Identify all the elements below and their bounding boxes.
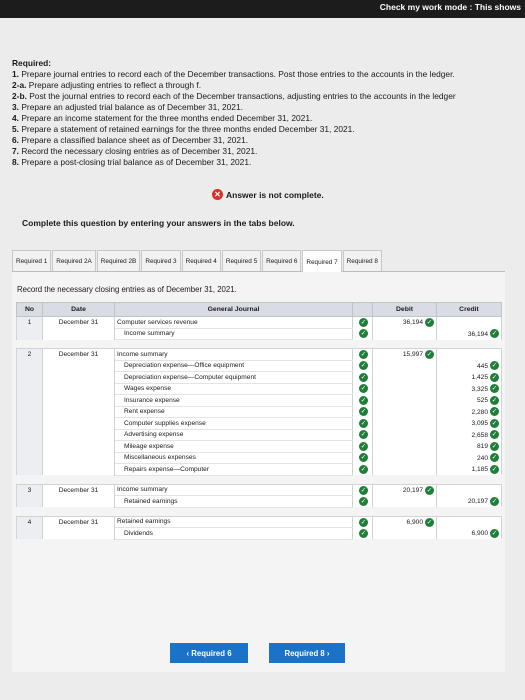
debit-cell[interactable] bbox=[373, 429, 437, 441]
credit-value: 3,095 bbox=[471, 420, 488, 427]
requirement-item bbox=[12, 80, 525, 91]
chevron-right-icon: › bbox=[324, 648, 330, 658]
status-cell bbox=[353, 464, 373, 476]
entry-date[interactable] bbox=[43, 383, 115, 395]
credit-cell[interactable] bbox=[437, 406, 502, 418]
debit-cell[interactable] bbox=[373, 496, 437, 508]
top-bar bbox=[0, 0, 525, 18]
table-row bbox=[17, 372, 502, 384]
entry-date[interactable]: December 31 bbox=[43, 317, 115, 329]
debit-cell[interactable] bbox=[373, 464, 437, 476]
debit-cell[interactable] bbox=[373, 452, 437, 464]
entry-number bbox=[17, 383, 43, 395]
next-tab-label: Required 8 bbox=[284, 648, 325, 658]
entry-spacer bbox=[17, 507, 502, 516]
requirement-text: Prepare an adjusted trial balance as of December 31, 2021. bbox=[21, 102, 243, 112]
table-row bbox=[17, 383, 502, 395]
table-row bbox=[17, 429, 502, 441]
status-cell bbox=[353, 406, 373, 418]
table-row bbox=[17, 528, 502, 540]
x-circle-icon: ✕ bbox=[212, 189, 223, 200]
requirement-item bbox=[12, 124, 525, 135]
debit-cell[interactable] bbox=[373, 395, 437, 407]
requirement-number: 2-a. bbox=[12, 80, 27, 90]
requirement-text: Record the necessary closing entries as of December 31, 2021. bbox=[21, 146, 258, 156]
table-row bbox=[17, 406, 502, 418]
debit-cell[interactable] bbox=[373, 349, 437, 361]
entry-date[interactable]: December 31 bbox=[43, 484, 115, 496]
entry-date[interactable] bbox=[43, 496, 115, 508]
check-circle-icon: ✓ bbox=[491, 497, 498, 505]
credit-value: 6,900 bbox=[471, 530, 488, 537]
table-row bbox=[17, 484, 502, 496]
credit-value: 1,425 bbox=[471, 374, 488, 381]
entry-number bbox=[17, 372, 43, 384]
table-row bbox=[17, 441, 502, 453]
entry-number bbox=[17, 406, 43, 418]
panel-prompt: Record the necessary closing entries as of December 31, 2021. bbox=[17, 285, 237, 294]
credit-cell[interactable] bbox=[437, 452, 502, 464]
tab-required-2a[interactable]: Required 2A bbox=[52, 250, 96, 271]
check-circle-icon: ✓ bbox=[491, 330, 498, 338]
requirement-number: 1. bbox=[12, 69, 19, 79]
debit-cell[interactable] bbox=[373, 317, 437, 329]
entry-date[interactable] bbox=[43, 528, 115, 540]
requirement-text: Prepare adjusting entries to reflect a through f. bbox=[28, 80, 202, 90]
check-circle-icon: ✓ bbox=[426, 518, 433, 526]
requirement-number: 4. bbox=[12, 113, 19, 123]
account-cell[interactable]: Repairs expense—Computer bbox=[115, 464, 353, 476]
check-circle-icon: ✓ bbox=[491, 419, 498, 427]
requirements-heading: Required: bbox=[12, 58, 52, 68]
requirement-text: Prepare a classified balance sheet as of December 31, 2021. bbox=[21, 135, 249, 145]
tab-required-3[interactable]: Required 3 bbox=[141, 250, 180, 271]
account-cell[interactable]: Income summary bbox=[115, 484, 353, 496]
credit-cell[interactable] bbox=[437, 429, 502, 441]
entry-date[interactable] bbox=[43, 418, 115, 430]
debit-cell[interactable] bbox=[373, 418, 437, 430]
entry-number bbox=[17, 429, 43, 441]
entry-date[interactable] bbox=[43, 452, 115, 464]
chevron-left-icon: ‹ bbox=[186, 648, 192, 658]
col-debit: Debit bbox=[373, 303, 437, 317]
table-row bbox=[17, 516, 502, 528]
requirement-number: 3. bbox=[12, 102, 19, 112]
check-circle-icon: ✓ bbox=[360, 454, 367, 462]
entry-date[interactable] bbox=[43, 360, 115, 372]
entry-date[interactable] bbox=[43, 441, 115, 453]
account-cell[interactable]: Income summary bbox=[115, 349, 353, 361]
debit-cell[interactable] bbox=[373, 383, 437, 395]
check-circle-icon: ✓ bbox=[491, 442, 498, 450]
credit-value: 445 bbox=[476, 362, 488, 370]
check-circle-icon: ✓ bbox=[360, 351, 367, 358]
prev-tab-button[interactable] bbox=[170, 643, 248, 663]
table-row bbox=[17, 328, 502, 340]
entry-spacer bbox=[17, 340, 502, 349]
col-status bbox=[353, 303, 373, 317]
check-circle-icon: ✓ bbox=[360, 419, 367, 427]
credit-cell[interactable] bbox=[437, 383, 502, 395]
requirements-list bbox=[12, 58, 525, 168]
entry-date[interactable] bbox=[43, 429, 115, 441]
entry-number bbox=[17, 452, 43, 464]
credit-cell[interactable] bbox=[437, 528, 502, 540]
debit-cell[interactable] bbox=[373, 441, 437, 453]
account-cell[interactable]: Mileage expense bbox=[115, 441, 353, 453]
credit-value: 1,185 bbox=[471, 466, 488, 473]
requirement-item bbox=[12, 146, 525, 157]
entry-number bbox=[17, 441, 43, 453]
status-cell bbox=[353, 484, 373, 496]
check-circle-icon: ✓ bbox=[360, 385, 367, 393]
account-cell[interactable]: Wages expense bbox=[115, 383, 353, 395]
status-cell bbox=[353, 372, 373, 384]
check-circle-icon: ✓ bbox=[426, 351, 433, 358]
table-row bbox=[17, 349, 502, 361]
requirement-item bbox=[12, 102, 525, 113]
credit-value: 2,658 bbox=[471, 431, 488, 439]
tab-required-7[interactable]: Required 7 bbox=[302, 250, 341, 273]
debit-value: 20,197 bbox=[402, 486, 423, 494]
debit-cell[interactable] bbox=[373, 516, 437, 528]
instruction-text: Complete this question by entering your answers in the tabs below. bbox=[22, 218, 295, 228]
check-circle-icon: ✓ bbox=[491, 454, 498, 462]
credit-value: 20,197 bbox=[467, 498, 488, 505]
requirement-item bbox=[12, 157, 525, 168]
requirement-text: Prepare an income statement for the three months ended December 31, 2021. bbox=[21, 113, 313, 123]
check-circle-icon: ✓ bbox=[360, 497, 367, 505]
tab-required-6[interactable]: Required 6 bbox=[262, 250, 301, 271]
check-circle-icon: ✓ bbox=[360, 408, 367, 416]
credit-cell[interactable] bbox=[437, 496, 502, 508]
requirement-item bbox=[12, 113, 525, 124]
check-circle-icon: ✓ bbox=[360, 319, 367, 326]
check-circle-icon: ✓ bbox=[360, 486, 367, 494]
check-circle-icon: ✓ bbox=[360, 431, 367, 439]
account-cell[interactable]: Depreciation expense—Office equipment bbox=[115, 360, 353, 372]
tab-panel bbox=[12, 272, 505, 672]
col-credit: Credit bbox=[437, 303, 502, 317]
tab-required-5[interactable]: Required 5 bbox=[222, 250, 261, 271]
debit-value: 6,900 bbox=[406, 518, 423, 526]
account-cell[interactable]: Computer services revenue bbox=[115, 317, 353, 329]
check-circle-icon: ✓ bbox=[491, 385, 498, 393]
credit-value: 819 bbox=[476, 443, 488, 450]
status-cell bbox=[353, 349, 373, 361]
account-cell[interactable]: Advertising expense bbox=[115, 429, 353, 441]
tab-bar bbox=[12, 250, 505, 272]
entry-number: 2 bbox=[17, 349, 43, 361]
prev-tab-label: Required 6 bbox=[191, 648, 232, 658]
requirement-number: 8. bbox=[12, 157, 19, 167]
credit-cell[interactable] bbox=[437, 516, 502, 528]
check-circle-icon: ✓ bbox=[491, 465, 498, 473]
debit-cell[interactable] bbox=[373, 372, 437, 384]
next-tab-button[interactable] bbox=[269, 643, 345, 663]
requirement-text: Prepare a post-closing trial balance as of December 31, 2021. bbox=[21, 157, 252, 167]
entry-date[interactable]: December 31 bbox=[43, 516, 115, 528]
check-circle-icon: ✓ bbox=[360, 442, 367, 450]
account-cell[interactable]: Computer supplies expense bbox=[115, 418, 353, 430]
entry-number bbox=[17, 328, 43, 340]
credit-cell[interactable] bbox=[437, 464, 502, 476]
credit-value: 3,325 bbox=[471, 385, 488, 393]
debit-cell[interactable] bbox=[373, 484, 437, 496]
check-circle-icon: ✓ bbox=[360, 518, 367, 526]
entry-date[interactable] bbox=[43, 464, 115, 476]
debit-cell[interactable] bbox=[373, 360, 437, 372]
status-cell bbox=[353, 383, 373, 395]
credit-value: 525 bbox=[476, 397, 488, 404]
credit-cell[interactable] bbox=[437, 317, 502, 329]
tab-navigation bbox=[170, 643, 345, 663]
debit-cell[interactable] bbox=[373, 406, 437, 418]
credit-value: 36,194 bbox=[467, 330, 488, 338]
credit-cell[interactable] bbox=[437, 418, 502, 430]
entry-number bbox=[17, 464, 43, 476]
entry-number: 4 bbox=[17, 516, 43, 528]
entry-number bbox=[17, 360, 43, 372]
status-cell bbox=[353, 452, 373, 464]
table-row bbox=[17, 464, 502, 476]
status-cell bbox=[353, 516, 373, 528]
status-cell bbox=[353, 395, 373, 407]
entry-date[interactable] bbox=[43, 395, 115, 407]
journal-table bbox=[16, 302, 502, 540]
table-row bbox=[17, 360, 502, 372]
tab-required-2b[interactable]: Required 2B bbox=[97, 250, 141, 271]
check-circle-icon: ✓ bbox=[491, 396, 498, 404]
status-cell bbox=[353, 496, 373, 508]
status-cell bbox=[353, 360, 373, 372]
check-circle-icon: ✓ bbox=[360, 362, 367, 370]
requirement-number: 6. bbox=[12, 135, 19, 145]
credit-cell[interactable] bbox=[437, 484, 502, 496]
entry-number bbox=[17, 418, 43, 430]
check-circle-icon: ✓ bbox=[360, 465, 367, 473]
credit-cell[interactable] bbox=[437, 372, 502, 384]
account-cell[interactable]: Retained earnings bbox=[115, 516, 353, 528]
check-circle-icon: ✓ bbox=[426, 486, 433, 494]
debit-value: 15,997 bbox=[402, 351, 423, 359]
account-cell[interactable]: Miscellaneous expenses bbox=[115, 452, 353, 464]
account-cell[interactable]: Depreciation expense—Computer equipment bbox=[115, 372, 353, 384]
entry-date[interactable] bbox=[43, 372, 115, 384]
table-row bbox=[17, 496, 502, 508]
entry-number bbox=[17, 496, 43, 508]
answer-status bbox=[212, 189, 324, 200]
status-cell bbox=[353, 441, 373, 453]
tab-required-1[interactable]: Required 1 bbox=[12, 250, 51, 271]
check-circle-icon: ✓ bbox=[491, 373, 498, 381]
requirement-text: Prepare journal entries to record each of the December transactions. Post those entries to the accounts in the ledger. bbox=[21, 69, 455, 79]
check-circle-icon: ✓ bbox=[360, 529, 367, 537]
requirement-item bbox=[12, 91, 525, 102]
status-cell bbox=[353, 418, 373, 430]
tab-required-8[interactable]: Required 8 bbox=[343, 250, 382, 271]
credit-cell[interactable] bbox=[437, 360, 502, 372]
status-cell bbox=[353, 328, 373, 340]
entry-number: 1 bbox=[17, 317, 43, 329]
requirement-item bbox=[12, 69, 525, 80]
table-row bbox=[17, 452, 502, 464]
table-row bbox=[17, 418, 502, 430]
requirement-item bbox=[12, 135, 525, 146]
entry-number bbox=[17, 395, 43, 407]
requirement-number: 7. bbox=[12, 146, 19, 156]
debit-value: 36,194 bbox=[402, 319, 423, 327]
check-circle-icon: ✓ bbox=[426, 319, 433, 326]
table-row bbox=[17, 395, 502, 407]
credit-cell[interactable] bbox=[437, 328, 502, 340]
requirement-text: Post the journal entries to record each of the December transactions, adjusting entries to the accounts in the ledger bbox=[29, 91, 456, 101]
entry-date[interactable]: December 31 bbox=[43, 349, 115, 361]
credit-cell[interactable] bbox=[437, 441, 502, 453]
status-cell bbox=[353, 429, 373, 441]
tab-required-4[interactable]: Required 4 bbox=[182, 250, 221, 271]
col-date: Date bbox=[43, 303, 115, 317]
entry-number: 3 bbox=[17, 484, 43, 496]
entry-date[interactable] bbox=[43, 328, 115, 340]
check-circle-icon: ✓ bbox=[491, 408, 498, 416]
credit-value: 240 bbox=[476, 454, 488, 462]
account-cell[interactable]: Insurance expense bbox=[115, 395, 353, 407]
table-row bbox=[17, 317, 502, 329]
entry-number bbox=[17, 528, 43, 540]
account-cell[interactable]: Income summary bbox=[115, 328, 353, 340]
check-circle-icon: ✓ bbox=[491, 529, 498, 537]
debit-cell[interactable] bbox=[373, 528, 437, 540]
requirement-text: Prepare a statement of retained earnings for the three months ended December 31, 2021. bbox=[21, 124, 355, 134]
status-cell bbox=[353, 528, 373, 540]
check-work-mode-text: Check my work mode : This shows bbox=[379, 2, 521, 12]
requirement-number: 2-b. bbox=[12, 91, 27, 101]
check-circle-icon: ✓ bbox=[360, 373, 367, 381]
account-cell[interactable]: Dividends bbox=[115, 528, 353, 540]
debit-cell[interactable] bbox=[373, 328, 437, 340]
credit-value: 2,280 bbox=[471, 408, 488, 416]
col-no: No bbox=[17, 303, 43, 317]
check-circle-icon: ✓ bbox=[491, 362, 498, 370]
account-cell[interactable]: Retained earnings bbox=[115, 496, 353, 508]
check-circle-icon: ✓ bbox=[360, 396, 367, 404]
account-cell[interactable]: Rent expense bbox=[115, 406, 353, 418]
status-cell bbox=[353, 317, 373, 329]
entry-date[interactable] bbox=[43, 406, 115, 418]
entry-spacer bbox=[17, 475, 502, 484]
requirement-number: 5. bbox=[12, 124, 19, 134]
check-circle-icon: ✓ bbox=[360, 330, 367, 338]
check-circle-icon: ✓ bbox=[491, 431, 498, 439]
credit-cell[interactable] bbox=[437, 395, 502, 407]
credit-cell[interactable] bbox=[437, 349, 502, 361]
status-message: Answer is not complete. bbox=[226, 189, 324, 200]
col-journal: General Journal bbox=[115, 303, 353, 317]
